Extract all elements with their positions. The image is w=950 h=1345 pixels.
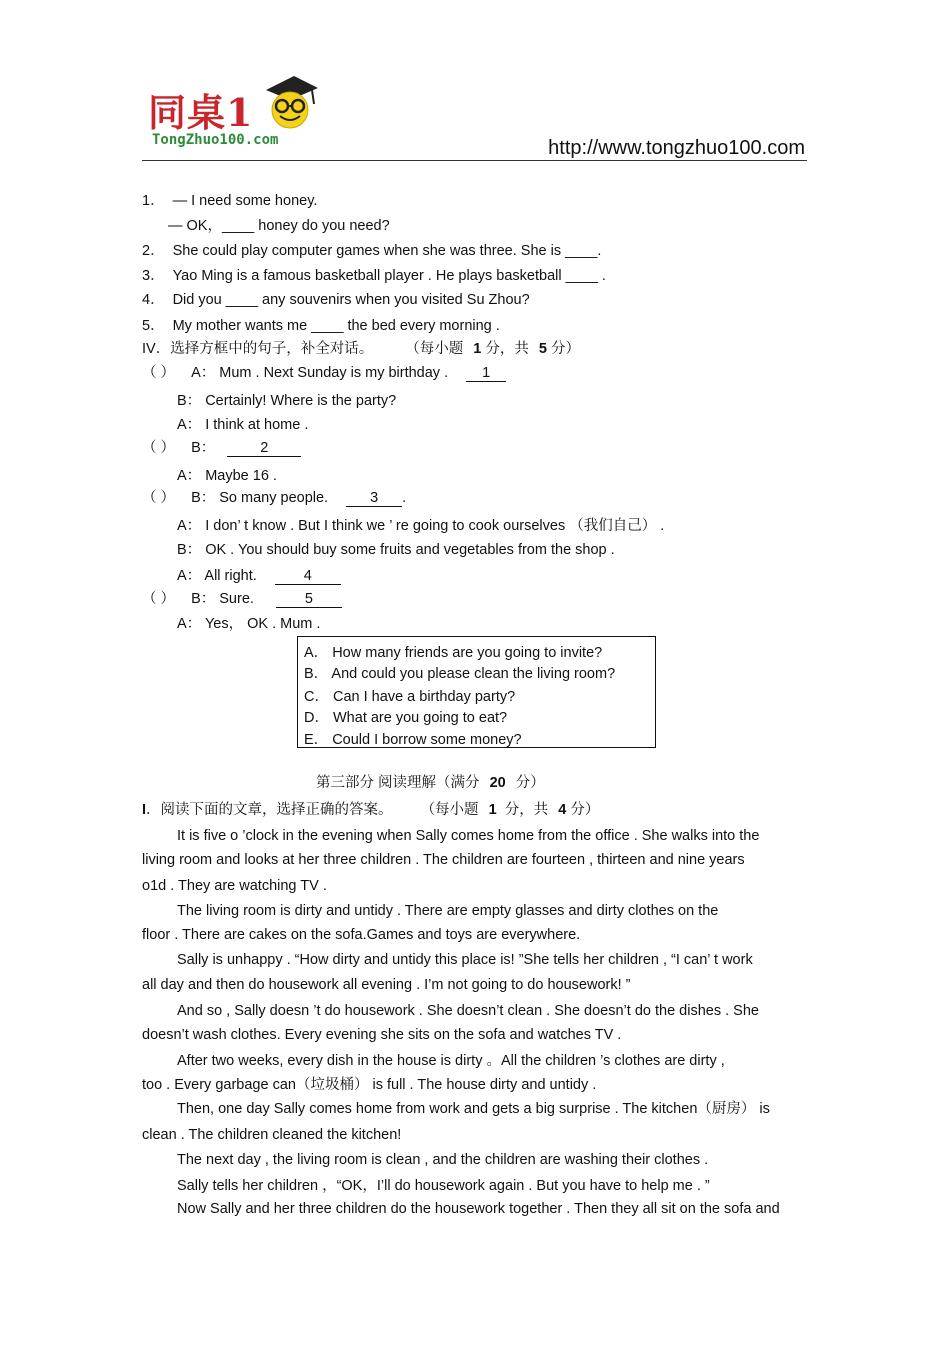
dialogue-line-9: A： All right. 4	[177, 567, 341, 585]
option-a: A． How many friends are you going to invite?	[304, 645, 603, 661]
answer-blank-2[interactable]: 2	[227, 441, 301, 457]
dialogue-line-7: A： I don’ t know . But I think we ’ re going to cook ourselves （我们自己） .	[177, 518, 665, 534]
passage-line: The living room is dirty and untidy . There are empty glasses and dirty clothes on the	[177, 903, 719, 919]
dialogue-line-8: B： OK . You should buy some fruits and vegetables from the shop .	[177, 542, 615, 558]
dialogue-line-5: A： Maybe 16 .	[177, 468, 277, 484]
passage-line: floor . There are cakes on the sofa.Games and toys are everywhere.	[142, 927, 581, 943]
question-4: 4． Did you ____ any souvenirs when you visited Su Zhou?	[142, 292, 530, 308]
passage-line: Now Sally and her three children do the housework together . Then they all sit on the sofa and	[177, 1201, 780, 1217]
question-1-line-1: 1． — I need some honey.	[142, 193, 318, 209]
answer-blank-1[interactable]: 1	[466, 366, 506, 382]
passage-line: all day and then do housework all evening . I’m not going to do housework! ”	[142, 977, 631, 993]
answer-blank-5[interactable]: 5	[276, 592, 342, 608]
reading-section-title: I．阅读下面的文章，选择正确的答案。 （每小题 1 分，共 4 分）	[142, 802, 600, 818]
logo-chinese-text: 同桌1	[148, 90, 254, 135]
passage-line: Sally is unhappy . “How dirty and untidy this place is! ”She tells her children , “I can’ t work	[177, 952, 753, 968]
options-box	[297, 636, 656, 748]
passage-line: The next day , the living room is clean , and the children are washing their clothes .	[177, 1152, 709, 1168]
passage-line: clean . The children cleaned the kitchen!	[142, 1127, 402, 1143]
dialogue-line-11: A： Yes， OK . Mum .	[177, 616, 321, 632]
dialogue-line-10: （ ） B： Sure. 5	[142, 590, 342, 608]
part-3-title: 第三部分 阅读理解（满分 20 分）	[316, 775, 545, 791]
header-divider	[142, 160, 807, 161]
passage-line: too . Every garbage can（垃圾桶） is full . The house dirty and untidy .	[142, 1077, 597, 1093]
answer-paren: （ ）	[142, 490, 176, 506]
dialogue-line-1: （ ） A： Mum . Next Sunday is my birthday . 1	[142, 364, 506, 382]
answer-paren: （ ）	[142, 591, 176, 607]
answer-paren: （ ）	[142, 365, 176, 381]
passage-line: After two weeks, every dish in the house is dirty 。All the children ’s clothes are dirty ,	[177, 1053, 725, 1069]
dialogue-line-4: （ ） B： 2	[142, 439, 301, 457]
dialogue-line-6: （ ） B： So many people. 3 .	[142, 490, 407, 506]
passage-line: It is five o ’clock in the evening when Sally comes home from the office . She walks into the	[177, 828, 760, 844]
tongzhuo-logo	[148, 72, 328, 152]
graduation-smiley-icon	[260, 72, 320, 134]
option-c: C． Can I have a birthday party?	[304, 689, 516, 705]
passage-line: living room and looks at her three children . The children are fourteen , thirteen and nine years	[142, 852, 745, 868]
passage-line: o1d . They are watching TV .	[142, 878, 327, 894]
section-4-title: IV．选择方框中的句子，补全对话。 （每小题 1 分，共 5 分）	[142, 341, 581, 357]
site-url-link[interactable]: http://www.tongzhuo100.com	[548, 137, 805, 159]
question-2: 2． She could play computer games when she was three. She is ____.	[142, 243, 602, 259]
answer-blank-4[interactable]: 4	[275, 569, 341, 585]
passage-line: Then, one day Sally comes home from work and gets a big surprise . The kitchen（厨房） is	[177, 1101, 770, 1117]
logo-subtitle: TongZhuo100.com	[152, 132, 279, 148]
question-1-line-2: — OK，____ honey do you need?	[168, 218, 390, 234]
dialogue-line-3: A： I think at home .	[177, 417, 309, 433]
dialogue-line-2: B： Certainly! Where is the party?	[177, 393, 397, 409]
question-3: 3． Yao Ming is a famous basketball player . He plays basketball ____ .	[142, 268, 606, 284]
passage-line: doesn’t wash clothes. Every evening she sits on the sofa and watches TV .	[142, 1027, 622, 1043]
passage-line: And so , Sally doesn ’t do housework . She doesn’t clean . She doesn’t do the dishes . She	[177, 1003, 759, 1019]
answer-blank-3[interactable]: 3	[346, 491, 402, 507]
option-d: D． What are you going to eat?	[304, 710, 508, 726]
answer-paren: （ ）	[142, 440, 176, 456]
question-5: 5． My mother wants me ____ the bed every morning .	[142, 318, 500, 334]
option-e: E． Could I borrow some money?	[304, 732, 522, 748]
passage-line: Sally tells her children ，“OK，I’ll do housework again . But you have to help me . ”	[177, 1178, 710, 1194]
option-b: B． And could you please clean the living room?	[304, 666, 616, 682]
